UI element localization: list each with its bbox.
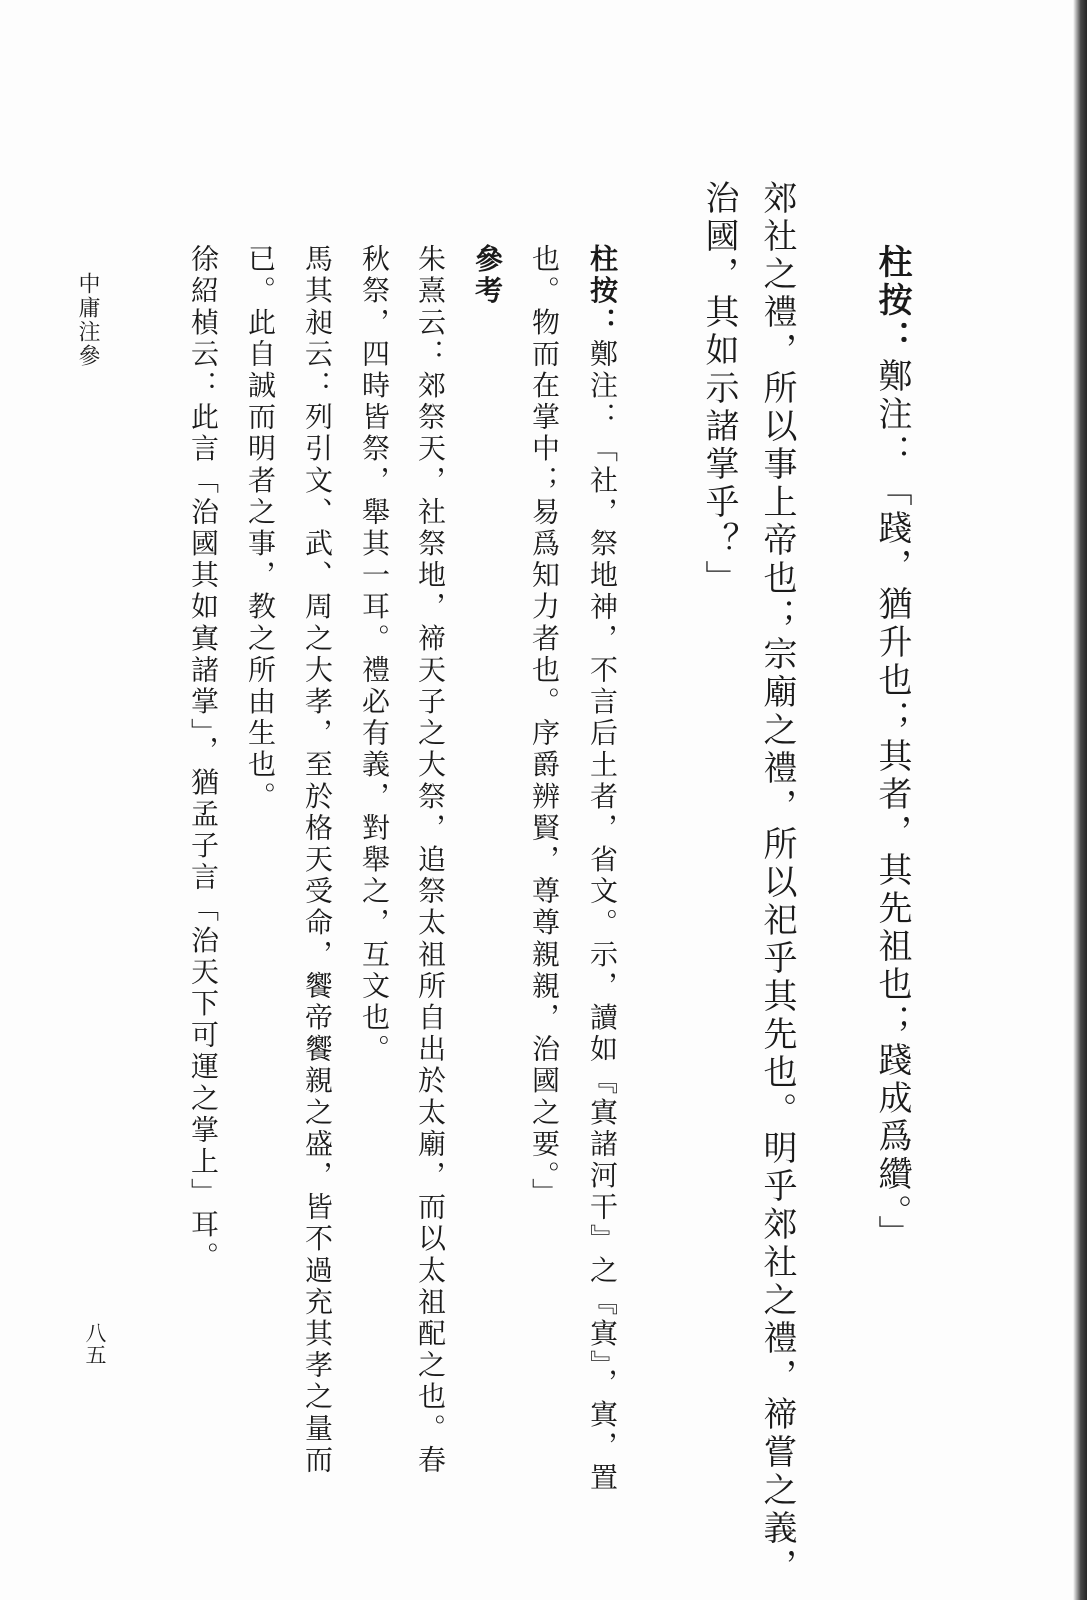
commentary-column-1 — [586, 244, 619, 1495]
main-text-line: 治國，其如示諸掌乎？」 — [699, 180, 739, 598]
commentary-line: 朱熹云：郊祭天，社祭地，禘天子之大祭，追祭太祖所自出於太廟，而以太祖配之也。春 — [414, 244, 447, 1477]
commentary-line: 馬其昶云：列引文、武、周之大孝，至於格天受命，饗帝饗親之盛，皆不過充其孝之量而 — [301, 244, 334, 1477]
commentary-line: 也。物而在掌中；易爲知力者也。序爵辨賢，尊尊親親，治國之要。」 — [528, 244, 561, 1210]
commentary-column-8 — [187, 244, 220, 1273]
commentary-column-6 — [301, 244, 334, 1477]
commentary-line: 秋祭，四時皆祭，舉其一耳。禮必有義，對舉之，互文也。 — [358, 244, 391, 1066]
commentary-label: 柱按： — [586, 244, 619, 339]
reference-heading — [471, 244, 504, 308]
commentary-column-5 — [358, 244, 391, 1066]
main-text-column-3 — [699, 180, 739, 598]
main-text-line: 鄭注：「踐，猶升也；其者，其先祖也；踐成爲纘。」 — [872, 358, 912, 1253]
commentary-column-4 — [414, 244, 447, 1477]
running-title: 中庸注參 — [75, 272, 100, 368]
commentary-line: 徐紹楨云：此言「治國其如寘諸掌」，猶孟子言「治天下可運之掌上」耳。 — [187, 244, 220, 1273]
commentary-column-2 — [528, 244, 561, 1210]
main-text-column-1 — [872, 244, 912, 1253]
page-number: 八五 — [83, 1322, 107, 1366]
reference-heading-text: 參考 — [471, 244, 504, 308]
main-text-column-2 — [757, 180, 797, 1586]
commentary-line: 鄭注：「社，祭地神，不言后土者，省文。示，讀如『寘諸河干』之『寘』，寘，置 — [586, 338, 619, 1495]
main-text-line: 郊社之禮，所以事上帝也；宗廟之禮，所以祀乎其先也。明乎郊社之禮，禘嘗之義， — [757, 180, 797, 1586]
commentary-column-7 — [244, 244, 277, 813]
scan-edge-shadow — [1073, 0, 1087, 1600]
main-label: 柱按： — [872, 244, 912, 358]
commentary-line: 已。此自誠而明者之事，教之所由生也。 — [244, 244, 277, 813]
